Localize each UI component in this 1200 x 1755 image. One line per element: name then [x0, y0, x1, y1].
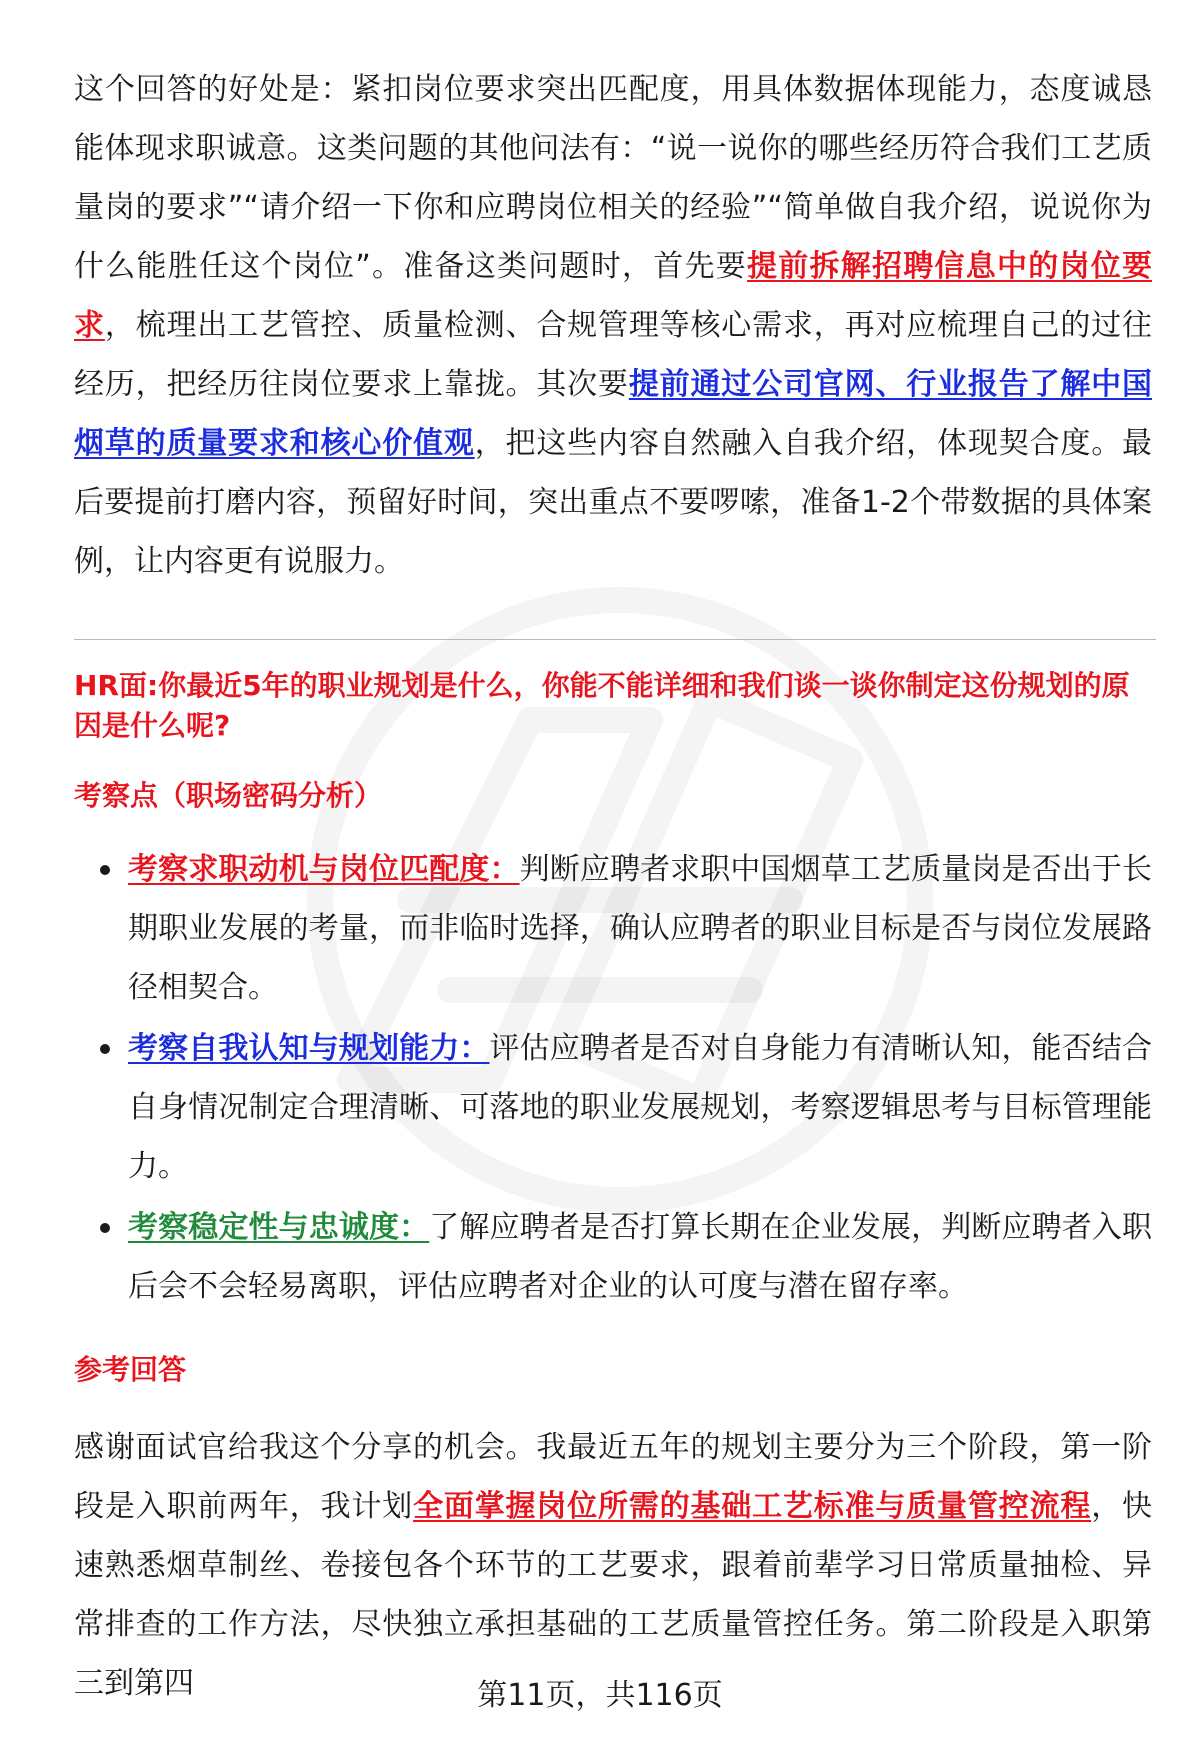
page-footer: 第11页，共116页: [477, 1678, 723, 1713]
bullet-icon: [100, 1223, 110, 1233]
bullet-icon: [100, 865, 110, 875]
list-item: [128, 840, 1152, 1017]
point-label: 考察自我认知与规划能力：: [128, 1031, 490, 1066]
point-label: 考察求职动机与岗位匹配度：: [128, 852, 520, 887]
point-text: 判断应聘者求职中国烟草工艺质量岗是否出于长期职业发展的考量，而非临时选择，确认应聘者的职业目标是否与岗位发展路径相契合。: [128, 852, 1153, 1005]
answer-highlight-1: 全面掌握岗位所需的基础工艺标准与质量管控流程: [413, 1489, 1092, 1524]
intro-paragraph: [74, 60, 1152, 591]
intro-highlight-2: 提前通过公司官网、行业报告了解中国烟草的质量要求和核心价值观: [74, 367, 1153, 461]
list-item: [128, 1198, 1152, 1316]
answer-text-1: 感谢面试官给我这个分享的机会。我最近五年的规划主要分为三个阶段，第一阶段是入职前两年，我计划: [74, 1430, 1152, 1524]
page-content: [74, 60, 1152, 1713]
answer-text-2: ，快速熟悉烟草制丝、卷接包各个环节的工艺要求，跟着前辈学习日常质量抽检、异常排查的工作方法，尽快独立承担基础的工艺质量管控任务。第二阶段是入职第三到第四: [74, 1489, 1153, 1701]
analysis-list: [74, 840, 1152, 1316]
point-label: 考察稳定性与忠诚度：: [128, 1210, 430, 1245]
point-text: 评估应聘者是否对自身能力有清晰认知，能否结合自身情况制定合理清晰、可落地的职业发展规划，考察逻辑思考与目标管理能力。: [128, 1031, 1153, 1184]
section-divider: [74, 639, 1156, 640]
point-text: 了解应聘者是否打算长期在企业发展，判断应聘者入职后会不会轻易离职，评估应聘者对企业的认可度与潜在留存率。: [128, 1210, 1153, 1304]
intro-text-2: ，梳理出工艺管控、质量检测、合规管理等核心需求，再对应梳理自己的过往经历，把经历往岗位要求上靠拢。其次要: [74, 308, 1153, 402]
intro-text-1: 这个回答的好处是：紧扣岗位要求突出匹配度，用具体数据体现能力，态度诚恳能体现求职诚意。这类问题的其他问法有：“说一说你的哪些经历符合我们工艺质量岗的要求”“请介绍一下你和应聘岗位相关的经验”“简单做自我介绍，说说你为什么能胜任这个岗位”。准备这类问题时，首先要: [74, 72, 1152, 284]
question-heading: HR面:你最近5年的职业规划是什么，你能不能详细和我们谈一谈你制定这份规划的原因是什么呢?: [74, 669, 1130, 742]
answer-title: 参考回答: [74, 1353, 187, 1386]
analysis-title: 考察点（职场密码分析）: [74, 779, 383, 812]
intro-highlight-1: 提前拆解招聘信息中的岗位要求: [74, 249, 1152, 343]
bullet-icon: [100, 1044, 110, 1054]
intro-text-3: ，把这些内容自然融入自我介绍，体现契合度。最后要提前打磨内容，预留好时间，突出重点不要啰嗦，准备1-2个带数据的具体案例，让内容更有说服力。: [74, 426, 1153, 579]
list-item: [128, 1019, 1152, 1196]
answer-paragraph: [74, 1418, 1152, 1713]
